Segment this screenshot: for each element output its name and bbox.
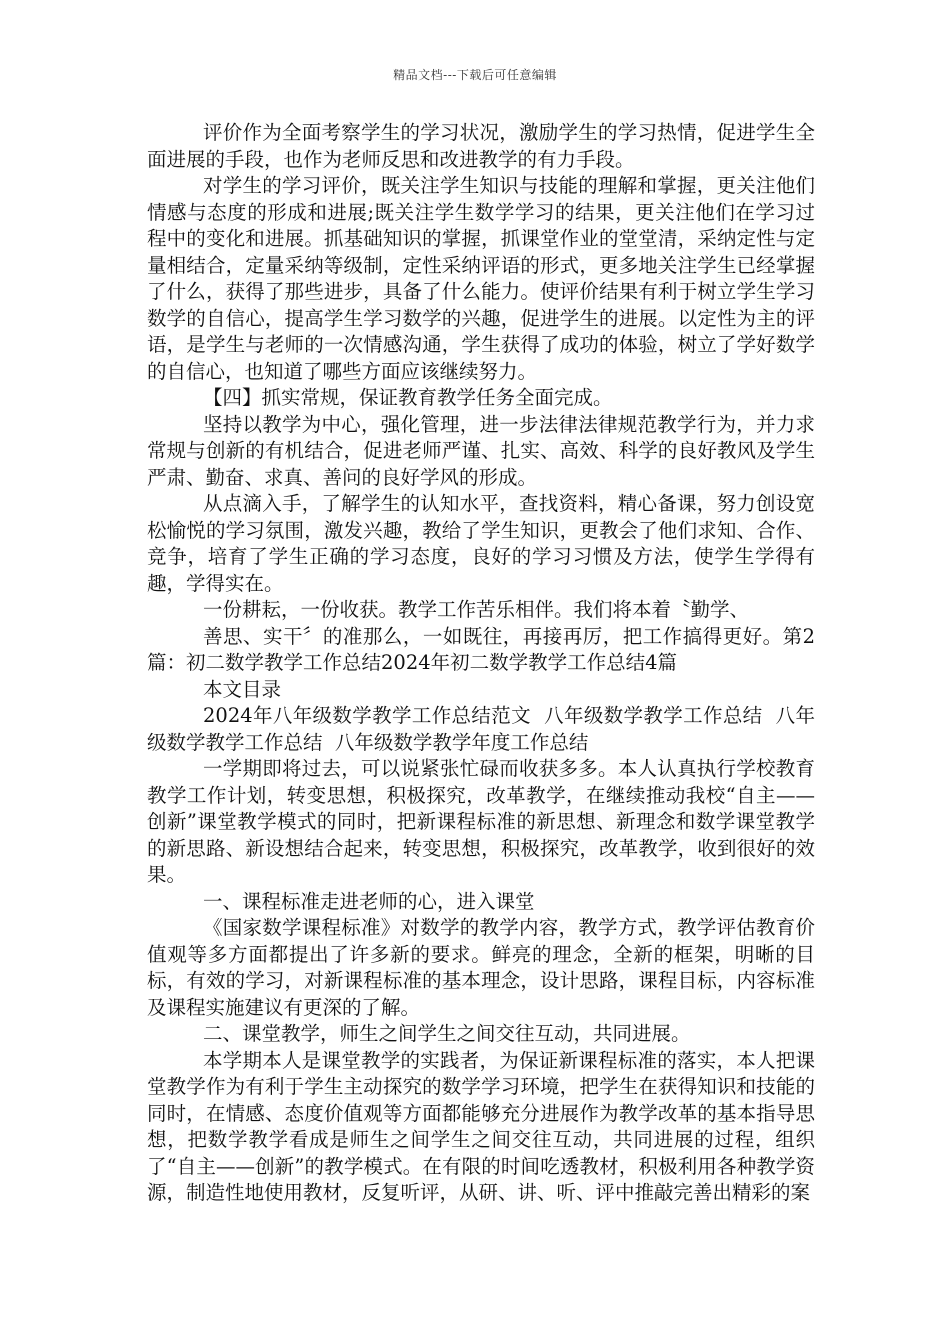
paragraph: 坚持以教学为中心，强化管理，进一步法律法律规范教学行为，并力求常规与创新的有机结合，促进老师严谨、扎实、高效、科学的良好教风及学生严肃、勤奋、求真、善问的良好学风的形成。	[147, 412, 815, 489]
toc-entries: 2024年八年级数学教学工作总结范文 八年级数学教学工作总结 八年级数学教学工作总结 八年级数学教学年度工作总结	[147, 704, 815, 754]
document-body	[147, 120, 815, 1207]
section-heading: 一、课程标准走进老师的心，进入课堂	[203, 889, 535, 913]
paragraph: 评价作为全面考察学生的学习状况，激励学生的学习热情，促进学生全面进展的手段，也作为老师反思和改进教学的有力手段。	[147, 121, 815, 171]
paragraph: 本学期本人是课堂教学的实践者，为保证新课程标准的落实，本人把课堂教学作为有利于学生主动探究的数学学习环境，把学生在获得知识和技能的同时，在情感、态度价值观等方面都能够充分进展作为教学改革的基本指导思想，把数学教学看成是师生之间学生之间交往互动，共同进展的过程，组织了“自主——创新”的教学模式。在有限的时间吃透教材，积极利用各种教学资源，制造性地使用教材，反复听评，从研、讲、听、评中推敲完善出精彩的案	[147, 1048, 815, 1204]
paragraph: 一份耕耘，一份收获。教学工作苦乐相伴。我们将本着〝勤学、	[203, 598, 750, 621]
paragraph: 一学期即将过去，可以说紧张忙碌而收获多多。本人认真执行学校教育教学工作计划，转变思想，积极探究，改革教学，在继续推动我校“自主——创新”课堂教学模式的同时，把新课程标准的新思想、新理念和数学课堂教学的新思路、新设想结合起来，转变思想，积极探究，改革教学，收到很好的效果。	[147, 757, 815, 886]
section-heading: 二、课堂教学，师生之间学生之间交往互动，共同进展。	[203, 1022, 691, 1045]
section-heading: 【四】抓实常规，保证教育教学任务全面完成。	[203, 386, 613, 409]
toc-heading: 本文目录	[203, 677, 282, 701]
paragraph: 对学生的学习评价，既关注学生知识与技能的理解和掌握，更关注他们情感与态度的形成和进展;既关注学生数学学习的结果，更关注他们在学习过程中的变化和进展。抓基础知识的掌握，抓课堂作业的堂堂清，采纳定性与定量相结合，定量采纳等级制，定性采纳评语的形式，更多地关注学生已经掌握了什么，获得了那些进步，具备了什么能力。使评价结果有利于树立学生学习数学的自信心，提高学生学习数学的兴趣，促进学生的进展。以定性为主的评语，是学生与老师的一次情感沟通，学生获得了成功的体验，树立了学好数学的自信心，也知道了哪些方面应该继续努力。	[147, 174, 815, 383]
page-header: 精品文档---下载后可任意编辑	[393, 68, 557, 82]
paragraph: 《国家数学课程标准》对数学的教学内容，教学方式，教学评估教育价值观等多方面都提出了许多新的要求。鲜亮的理念，全新的框架，明晰的目标，有效的学习，对新课程标准的基本理念，设计思路，课程目标，内容标准及课程实施建议有更深的了解。	[147, 916, 815, 1019]
paragraph: 善思、实干〞的准那么，一如既往，再接再厉，把工作搞得更好。第2篇：初二数学教学工作总结2024年初二数学教学工作总结4篇	[147, 624, 815, 674]
paragraph: 从点滴入手，了解学生的认知水平，查找资料，精心备课，努力创设宽松愉悦的学习氛围，激发兴趣，教给了学生知识，更教会了他们求知、合作、竞争，培育了学生正确的学习态度，良好的学习习惯及方法，使学生学得有趣，学得实在。	[147, 492, 815, 595]
